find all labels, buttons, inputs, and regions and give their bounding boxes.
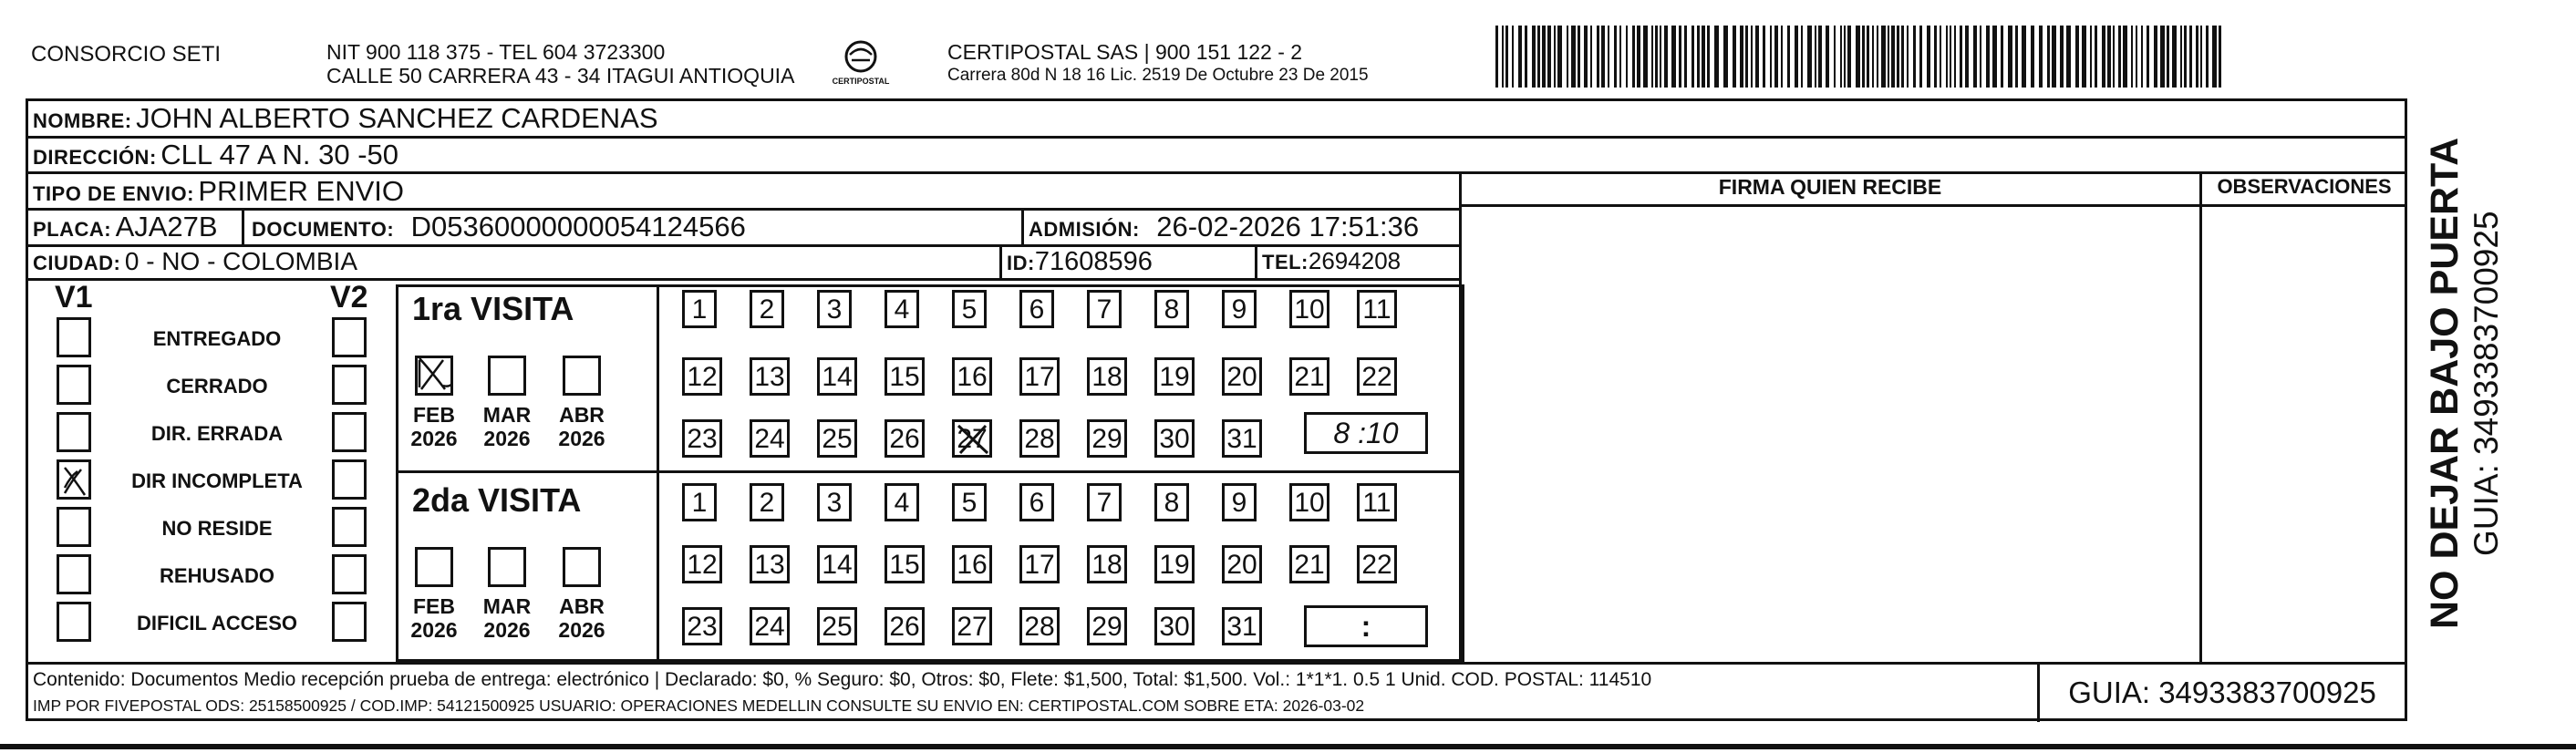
v1-checkbox-entregado[interactable]: [57, 317, 91, 357]
first-visit-time-box[interactable]: 8 :10: [1304, 412, 1428, 454]
col-divider: [242, 208, 244, 246]
barcode-bar: [1660, 26, 1661, 88]
barcode-bar: [1632, 26, 1635, 88]
status-option-no-reside: NO RESIDE: [161, 517, 273, 540]
col-divider: [999, 244, 1002, 279]
barcode-bar: [1877, 26, 1878, 88]
v2-checkbox-dificil-acceso[interactable]: [332, 602, 367, 642]
second-visit-day-17[interactable]: 17: [1019, 545, 1060, 583]
barcode-bar: [1919, 26, 1922, 88]
barcode-bar: [1862, 26, 1865, 88]
barcode-bar: [1512, 26, 1514, 88]
first-visit-day-30[interactable]: 30: [1154, 419, 1195, 458]
barcode-bar: [1495, 26, 1498, 88]
first-visit-day-27[interactable]: 27: [952, 419, 992, 458]
barcode-bar: [1614, 26, 1617, 88]
side-guia-number: GUIA: 3493383700925: [2467, 211, 2505, 556]
barcode-bar: [1567, 26, 1568, 88]
admision-field: [1029, 211, 1419, 243]
first-visit-month-box-feb[interactable]: [415, 356, 453, 396]
barcode-bar: [1547, 26, 1551, 88]
status-option-cerrado: CERRADO: [166, 375, 268, 397]
barcode-bar: [2180, 26, 2182, 88]
first-visit-day-26[interactable]: 26: [885, 419, 925, 458]
barcode-bar: [2008, 26, 2012, 88]
v2-checkbox-dir-errada[interactable]: [332, 412, 367, 452]
barcode-bar: [1733, 26, 1736, 88]
id-label: ID:: [1007, 252, 1035, 274]
first-visit-day-22[interactable]: 22: [1357, 357, 1397, 396]
barcode-bar: [1655, 26, 1658, 88]
handwritten-x-mark: [416, 355, 452, 393]
documento-value: D05360000000054124566: [410, 211, 746, 242]
barcode-bar: [2031, 26, 2034, 88]
second-visit-day-31[interactable]: 31: [1222, 607, 1262, 645]
v2-checkbox-rehusado[interactable]: [332, 554, 367, 594]
second-visit-day-22[interactable]: 22: [1357, 545, 1397, 583]
first-visit-day-7[interactable]: 7: [1087, 290, 1122, 328]
first-visit-day-29[interactable]: 29: [1087, 419, 1127, 458]
ciudad-label: CIUDAD:: [33, 252, 121, 274]
license-line: Carrera 80d N 18 16 Lic. 2519 De Octubre 23 De 2015: [947, 66, 1369, 85]
barcode-bar: [2131, 26, 2133, 88]
first-visit-month-box-abr[interactable]: [563, 356, 601, 396]
barcode-bar: [1571, 26, 1576, 88]
second-visit-day-11[interactable]: 11: [1357, 483, 1397, 521]
id-field: [1007, 247, 1153, 277]
first-visit-day-3[interactable]: 3: [817, 290, 852, 328]
barcode-bar: [2075, 26, 2079, 88]
barcode-bar: [2107, 26, 2111, 88]
barcode-bar: [1840, 26, 1842, 88]
barcode-bar: [1946, 26, 1948, 88]
ciudad-field: [33, 247, 357, 276]
barcode-bar: [2082, 26, 2086, 88]
barcode-bar: [1664, 26, 1668, 88]
second-visit-day-28[interactable]: 28: [1019, 607, 1060, 645]
barcode-bar: [1763, 26, 1765, 88]
second-visit-day-14[interactable]: 14: [817, 545, 857, 583]
barcode-bar: [1807, 26, 1812, 88]
carrier-line: CERTIPOSTAL SAS | 900 151 122 - 2: [947, 40, 1303, 64]
placa-value: AJA27B: [115, 211, 218, 242]
barcode-bar: [1532, 26, 1536, 88]
second-visit-day-24[interactable]: 24: [750, 607, 790, 645]
second-visit-time-box[interactable]: :: [1304, 605, 1428, 647]
first-visit-day-11[interactable]: 11: [1357, 290, 1397, 328]
barcode-bar: [1856, 26, 1860, 88]
status-option-dificil-acceso: DIFICIL ACCESO: [136, 612, 297, 634]
first-visit-day-25[interactable]: 25: [817, 419, 857, 458]
id-value: 71608596: [1034, 247, 1153, 276]
barcode-bar: [1707, 26, 1710, 88]
tel-label: TEL:: [1262, 251, 1309, 273]
barcode-bar: [1872, 26, 1874, 88]
second-visit-day-5[interactable]: 5: [952, 483, 987, 521]
direccion-label: DIRECCIÓN:: [33, 146, 157, 169]
admision-value: 26-02-2026 17:51:36: [1156, 211, 1420, 242]
first-visit-day-14[interactable]: 14: [817, 357, 857, 396]
first-visit-month-label: FEB 2026: [410, 403, 458, 450]
barcode-bar: [2206, 26, 2209, 88]
barcode-bar: [2047, 26, 2050, 88]
footer-divider: [26, 662, 2407, 665]
second-visit-title: 2da VISITA: [412, 481, 582, 519]
placa-label: PLACA:: [33, 218, 112, 241]
row-divider: [26, 278, 1461, 281]
observations-area[interactable]: [2203, 208, 2405, 661]
barcode-bar: [1815, 26, 1816, 88]
first-visit-month-box-mar[interactable]: [488, 356, 526, 396]
barcode-bar: [1834, 26, 1836, 88]
barcode-bar: [1525, 26, 1527, 88]
barcode-bar: [1950, 26, 1951, 88]
barcode-bar: [1954, 26, 1956, 88]
second-visit-day-2[interactable]: 2: [750, 483, 784, 521]
v1-checkbox-cerrado[interactable]: [57, 365, 91, 405]
first-visit-day-5[interactable]: 5: [952, 290, 987, 328]
barcode-bar: [1740, 26, 1743, 88]
second-visit-month-label: MAR 2026: [482, 594, 532, 642]
barcode-bar: [1745, 26, 1748, 88]
v1-checkbox-dificil-acceso[interactable]: [57, 602, 91, 642]
col-divider: [2199, 171, 2202, 664]
direccion-row: [33, 139, 398, 171]
barcode-bar: [2118, 26, 2121, 88]
second-visit-day-13[interactable]: 13: [750, 545, 790, 583]
barcode-bar: [1913, 26, 1916, 88]
firma-label: FIRMA QUIEN RECIBE: [1718, 175, 1942, 199]
barcode-bar: [2022, 26, 2026, 88]
first-visit-day-15[interactable]: 15: [885, 357, 925, 396]
barcode-bar: [1844, 26, 1846, 88]
barcode-bar: [1881, 26, 1886, 88]
barcode-bar: [1684, 26, 1687, 88]
placa-field: [33, 211, 218, 243]
status-option-dir-errada: DIR. ERRADA: [150, 422, 284, 445]
second-visit-day-29[interactable]: 29: [1087, 607, 1127, 645]
second-visit-month-box-mar[interactable]: [488, 547, 526, 587]
barcode-bar: [1897, 26, 1899, 88]
nombre-row: [33, 102, 658, 135]
first-visit-day-10[interactable]: 10: [1289, 290, 1329, 328]
visits-col-divider: [657, 284, 659, 662]
barcode-bar: [1518, 26, 1522, 88]
first-visit-day-13[interactable]: 13: [750, 357, 790, 396]
v1-checkbox-rehusado[interactable]: [57, 554, 91, 594]
barcode-bar: [1755, 26, 1759, 88]
v1-label: V1: [55, 280, 93, 315]
tipo-envio-value: PRIMER ENVIO: [198, 175, 405, 207]
bottom-rule: [0, 744, 2576, 749]
second-visit-day-23[interactable]: 23: [682, 607, 722, 645]
ciudad-value: 0 - NO - COLOMBIA: [124, 247, 357, 275]
barcode-bar: [1934, 26, 1937, 88]
barcode-bar: [1578, 26, 1580, 88]
barcode-bar: [1980, 26, 1981, 88]
second-visit-day-16[interactable]: 16: [952, 545, 992, 583]
guia-box: GUIA: 3493383700925: [2068, 676, 2376, 709]
barcode-bar: [2172, 26, 2177, 88]
first-visit-day-2[interactable]: 2: [750, 290, 784, 328]
second-visit-day-9[interactable]: 9: [1222, 483, 1257, 521]
barcode-bar: [2160, 26, 2165, 88]
handwritten-x-mark: [59, 462, 90, 499]
v2-label: V2: [330, 280, 368, 315]
barcode-bar: [1826, 26, 1829, 88]
barcode-bar: [1542, 26, 1546, 88]
status-option-rehusado: REHUSADO: [160, 564, 274, 587]
barcode-bar: [2001, 26, 2003, 88]
barcode-bar: [1781, 26, 1783, 88]
row-divider: [1459, 204, 2407, 207]
barcode-bar: [1505, 26, 1508, 88]
v1-checkbox-dir-incompleta[interactable]: [57, 459, 91, 500]
v1-checkbox-dir-errada[interactable]: [57, 412, 91, 452]
first-visit-day-24[interactable]: 24: [750, 419, 790, 458]
barcode-bar: [2212, 26, 2217, 88]
second-visit-day-21[interactable]: 21: [1289, 545, 1329, 583]
barcode-bar: [2066, 26, 2071, 88]
barcode-bar: [1626, 26, 1628, 88]
status-option-entregado: ENTREGADO: [152, 327, 282, 350]
v2-checkbox-cerrado[interactable]: [332, 365, 367, 405]
barcode-bar: [1751, 26, 1753, 88]
barcode-bar: [2154, 26, 2157, 88]
barcode-bar: [2200, 26, 2202, 88]
barcode-bar: [1637, 26, 1640, 88]
barcode-bar: [1787, 26, 1790, 88]
second-visit-day-19[interactable]: 19: [1154, 545, 1195, 583]
barcode-bar: [1679, 26, 1681, 88]
nit-line: NIT 900 118 375 - TEL 604 3723300: [326, 40, 666, 64]
barcode-bar: [1795, 26, 1798, 88]
second-visit-day-3[interactable]: 3: [817, 483, 852, 521]
barcode-bar: [2123, 26, 2127, 88]
documento-label: DOCUMENTO:: [252, 218, 395, 241]
no-dejar-bajo-puerta-warning: NO DEJAR BAJO PUERTA: [2423, 137, 2467, 629]
v2-checkbox-dir-incompleta[interactable]: [332, 459, 367, 500]
barcode-bar: [1888, 26, 1889, 88]
barcode-bar: [2095, 26, 2097, 88]
barcode-bar: [2167, 26, 2169, 88]
barcode-bar: [1867, 26, 1869, 88]
barcode-bar: [1992, 26, 1997, 88]
admision-label: ADMISIÓN:: [1029, 218, 1140, 241]
certipostal-logo-icon: [824, 36, 897, 91]
second-visit-day-7[interactable]: 7: [1087, 483, 1122, 521]
tipo-envio-row: [33, 175, 404, 208]
barcode-bar: [2136, 26, 2137, 88]
second-visit-day-6[interactable]: 6: [1019, 483, 1054, 521]
address-line: CALLE 50 CARRERA 43 - 34 ITAGUI ANTIOQUIA: [326, 64, 795, 88]
barcode-bar: [1907, 26, 1909, 88]
first-visit-day-4[interactable]: 4: [885, 290, 919, 328]
direccion-value: CLL 47 A N. 30 -50: [160, 139, 399, 170]
second-visit-day-27[interactable]: 27: [952, 607, 992, 645]
barcode-bar: [1590, 26, 1592, 88]
barcode-bar: [2147, 26, 2149, 88]
second-visit-month-label: FEB 2026: [410, 594, 458, 642]
col-divider: [1021, 208, 1024, 246]
nombre-label: NOMBRE:: [33, 109, 132, 132]
documento-field: [252, 211, 746, 243]
status-option-dir-incompleta: DIR INCOMPLETA: [131, 469, 303, 492]
barcode-bar: [1774, 26, 1778, 88]
barcode-bar: [1723, 26, 1728, 88]
barcode-bar: [2189, 26, 2192, 88]
barcode-bar: [2090, 26, 2092, 88]
second-visit-day-20[interactable]: 20: [1222, 545, 1262, 583]
first-visit-day-12[interactable]: 12: [682, 357, 722, 396]
second-visit-day-18[interactable]: 18: [1087, 545, 1127, 583]
barcode-bar: [1601, 26, 1605, 88]
first-visit-day-9[interactable]: 9: [1222, 290, 1257, 328]
barcode-bar: [2052, 26, 2056, 88]
barcode: [1495, 26, 2225, 91]
first-visit-day-20[interactable]: 20: [1222, 357, 1262, 396]
barcode-bar: [1960, 26, 1962, 88]
company-name: CONSORCIO SETI: [31, 42, 222, 67]
second-visit-day-4[interactable]: 4: [885, 483, 919, 521]
barcode-bar: [1619, 26, 1621, 88]
barcode-bar: [2141, 26, 2143, 88]
second-visit-month-box-abr[interactable]: [563, 547, 601, 587]
v2-checkbox-no-reside[interactable]: [332, 507, 367, 547]
barcode-bar: [1643, 26, 1648, 88]
observaciones-label: OBSERVACIONES: [2217, 175, 2392, 198]
second-visit-month-label: ABR 2026: [558, 594, 605, 642]
barcode-bar: [2219, 26, 2221, 88]
certipostal-logo: [824, 36, 897, 91]
barcode-bar: [1986, 26, 1990, 88]
barcode-bar: [1502, 26, 1504, 88]
second-visit-day-15[interactable]: 15: [885, 545, 925, 583]
first-visit-title: 1ra VISITA: [412, 290, 574, 327]
barcode-bar: [1714, 26, 1719, 88]
first-visit-day-17[interactable]: 17: [1019, 357, 1060, 396]
barcode-bar: [1702, 26, 1705, 88]
barcode-bar: [1557, 26, 1562, 88]
first-visit-day-19[interactable]: 19: [1154, 357, 1195, 396]
second-visit-day-1[interactable]: 1: [682, 483, 717, 521]
barcode-bar: [1940, 26, 1941, 88]
first-visit-month-label: ABR 2026: [558, 403, 605, 450]
first-visit-day-21[interactable]: 21: [1289, 357, 1329, 396]
v2-checkbox-entregado[interactable]: [332, 317, 367, 357]
barcode-bar: [1651, 26, 1653, 88]
barcode-bar: [2060, 26, 2064, 88]
second-visit-day-25[interactable]: 25: [817, 607, 857, 645]
barcode-bar: [2015, 26, 2018, 88]
barcode-bar: [1891, 26, 1895, 88]
barcode-bar: [1597, 26, 1599, 88]
barcode-bar: [1927, 26, 1930, 88]
barcode-bar: [1818, 26, 1822, 88]
barcode-bar: [1973, 26, 1977, 88]
first-visit-month-label: MAR 2026: [482, 403, 532, 450]
second-visit-day-30[interactable]: 30: [1154, 607, 1195, 645]
row-divider: [26, 171, 2407, 174]
svg-text:CERTIPOSTAL: CERTIPOSTAL: [832, 77, 890, 86]
barcode-bar: [1608, 26, 1609, 88]
barcode-bar: [1847, 26, 1851, 88]
visits-divider: [396, 470, 1463, 473]
barcode-bar: [1770, 26, 1772, 88]
content-line: Contenido: Documentos Medio recepción prueba de entrega: electrónico | Declarado: $0, % Seguro: $0, Otros: $0, Flete: $1,500, Total: $1,500. Vol.: 1*1*1. 0.5 1 Unid. COD. POSTAL: 114510: [33, 669, 1652, 690]
second-visit-day-12[interactable]: 12: [682, 545, 722, 583]
first-visit-day-8[interactable]: 8: [1154, 290, 1189, 328]
barcode-bar: [1554, 26, 1556, 88]
barcode-bar: [2184, 26, 2187, 88]
first-visit-day-1[interactable]: 1: [682, 290, 717, 328]
barcode-bar: [2102, 26, 2105, 88]
first-visit-day-16[interactable]: 16: [952, 357, 992, 396]
barcode-bar: [1965, 26, 1969, 88]
barcode-bar: [1801, 26, 1803, 88]
second-visit-day-8[interactable]: 8: [1154, 483, 1189, 521]
second-visit-day-26[interactable]: 26: [885, 607, 925, 645]
barcode-bar: [1671, 26, 1676, 88]
second-visit-month-box-feb[interactable]: [415, 547, 453, 587]
barcode-bar: [1584, 26, 1588, 88]
barcode-bar: [2039, 26, 2043, 88]
barcode-bar: [1697, 26, 1700, 88]
first-visit-day-31[interactable]: 31: [1222, 419, 1262, 458]
v1-checkbox-no-reside[interactable]: [57, 507, 91, 547]
nombre-value: JOHN ALBERTO SANCHEZ CARDENAS: [136, 102, 658, 134]
signature-area[interactable]: [1463, 208, 2198, 661]
first-visit-day-6[interactable]: 6: [1019, 290, 1054, 328]
barcode-bar: [2113, 26, 2115, 88]
first-visit-day-23[interactable]: 23: [682, 419, 722, 458]
tel-value: 2694208: [1308, 247, 1402, 274]
handwritten-x-mark: [955, 422, 991, 457]
barcode-bar: [1901, 26, 1904, 88]
imp-line: IMP POR FIVEPOSTAL ODS: 25158500925 / COD.IMP: 54121500925 USUARIO: OPERACIONES MEDELLIN CONSULTE SU ENVIO EN: CERTIPOSTAL.COM SOBRE ETA: 2026-03-02: [33, 696, 1365, 715]
barcode-bar: [1537, 26, 1540, 88]
first-visit-day-28[interactable]: 28: [1019, 419, 1060, 458]
second-visit-day-10[interactable]: 10: [1289, 483, 1329, 521]
tipo-envio-label: TIPO DE ENVIO:: [33, 182, 194, 205]
tel-field: [1262, 247, 1401, 275]
barcode-bar: [1691, 26, 1694, 88]
first-visit-day-18[interactable]: 18: [1087, 357, 1127, 396]
col-divider: [1255, 244, 1257, 279]
barcode-bar: [2196, 26, 2198, 88]
